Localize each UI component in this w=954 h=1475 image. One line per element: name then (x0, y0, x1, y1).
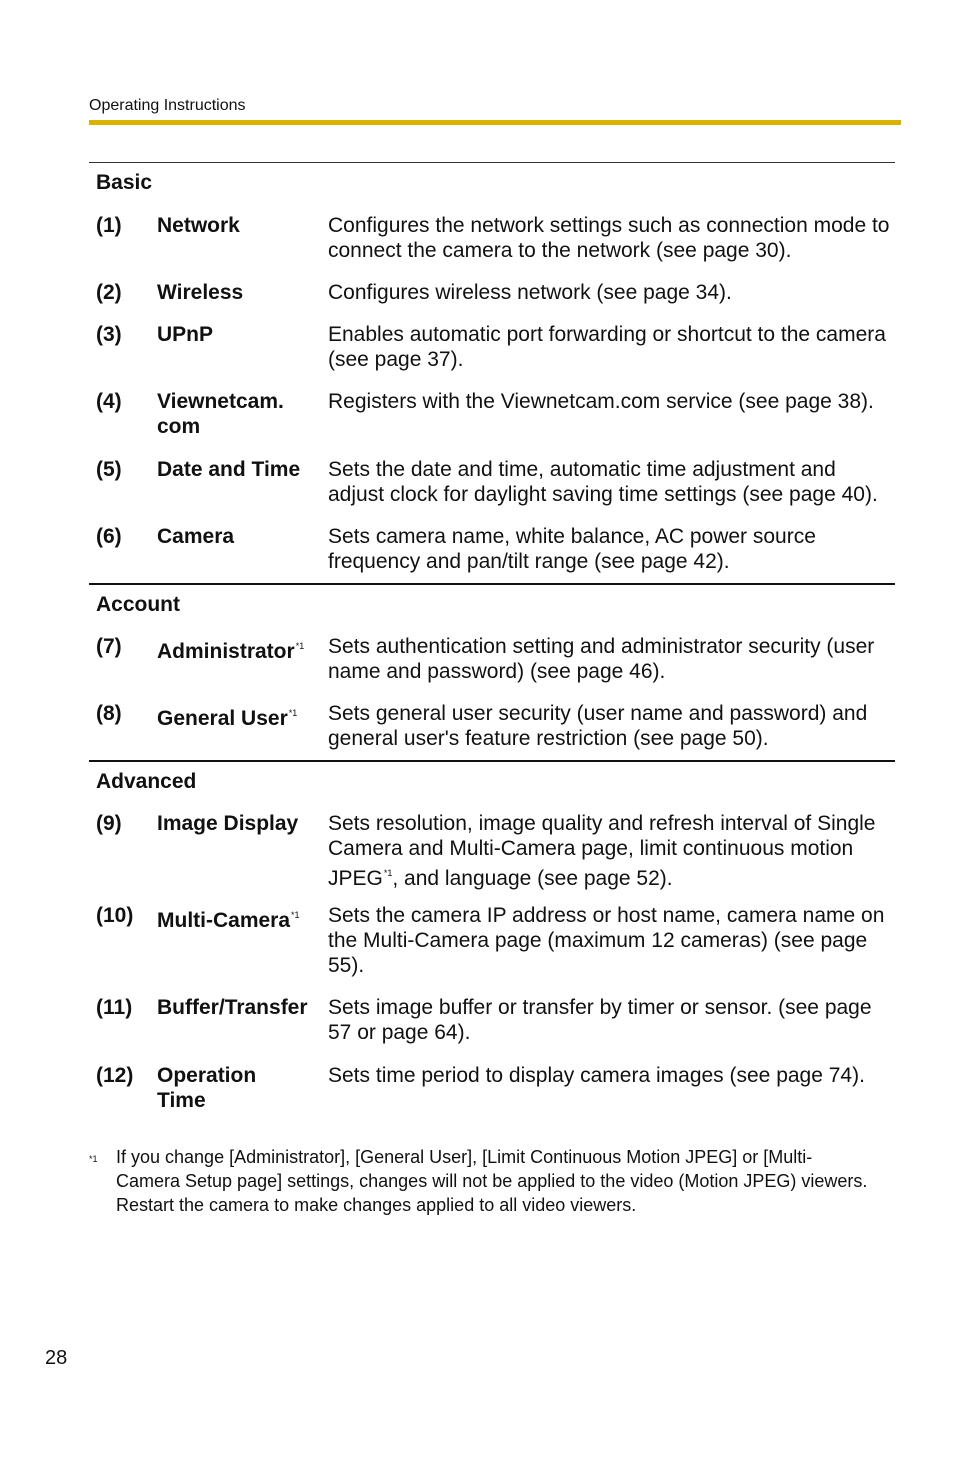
row-description: Sets image buffer or transfer by timer or sensor. (see page 57 or page 64). (328, 996, 872, 1044)
running-header: Operating Instructions (89, 97, 246, 114)
row-description: Registers with the Viewnetcam.com service (see page 38). (328, 390, 874, 413)
row-description: Sets general user security (user name and password) and general user's feature restriction (see page 50). (328, 702, 868, 750)
section-rule (89, 760, 895, 762)
row-description: Configures wireless network (see page 34). (328, 281, 732, 304)
row-name: Network (157, 214, 240, 237)
row-number: (12) (96, 1064, 134, 1087)
row-number: (2) (96, 281, 122, 304)
table-top-rule (89, 162, 895, 163)
row-number: (8) (96, 702, 122, 725)
row-number: (10) (96, 904, 134, 927)
row-description: Sets the camera IP address or host name, camera name on the Multi-Camera page (maximum 12 cameras) (see page 55). (328, 904, 885, 977)
section-rule (89, 583, 895, 585)
row-name: Buffer/Transfer (157, 996, 308, 1019)
row-number: (9) (96, 812, 122, 835)
row-description: Sets time period to display camera images (see page 74). (328, 1064, 865, 1087)
row-name: Wireless (157, 281, 244, 304)
row-number: (7) (96, 635, 122, 658)
footnote-ref: *1 (295, 641, 305, 651)
header-rule (89, 120, 901, 125)
page-number: 28 (45, 1347, 68, 1369)
row-description (328, 811, 893, 891)
row-number: (5) (96, 458, 122, 481)
row-name: Image Display (157, 812, 299, 835)
row-number: (6) (96, 525, 122, 548)
row-description: Sets authentication setting and administrator security (user name and password) (see page 46). (328, 635, 875, 683)
footnote-text: If you change [Administrator], [General User], [Limit Continuous Motion JPEG] or [Multi-Camera Setup page] settings, changes will not be applied to the video (Motion JPEG) viewers. Restart the camera to make changes applied to all video viewers. (116, 1147, 868, 1215)
row-name: UPnP (157, 323, 214, 346)
row-name: Operation Time (157, 1064, 257, 1112)
row-description: Sets the date and time, automatic time adjustment and adjust clock for daylight saving time settings (see page 40). (328, 458, 878, 506)
footnote-ref: *1 (291, 910, 300, 920)
row-description: Enables automatic port forwarding or shortcut to the camera (see page 37). (328, 323, 886, 371)
section-title: Basic (96, 171, 153, 194)
section-title: Account (96, 593, 180, 616)
row-number: (3) (96, 323, 122, 346)
row-description: Sets camera name, white balance, AC power source frequency and pan/tilt range (see page 42). (328, 525, 816, 573)
row-number: (4) (96, 390, 122, 413)
row-name (157, 701, 327, 731)
section-title: Advanced (96, 770, 197, 793)
row-name (157, 903, 327, 933)
row-name (157, 634, 327, 664)
footnote-mark: *1 (89, 1154, 98, 1164)
row-name-text: Multi-Camera (157, 909, 291, 932)
row-description: Configures the network settings such as connection mode to connect the camera to the network (see page 30). (328, 214, 890, 262)
row-name-text: Administrator (157, 640, 295, 663)
row-name-text: General User (157, 707, 288, 730)
row-name: Viewnetcam. com (157, 390, 284, 438)
row-number: (11) (96, 996, 133, 1019)
footnote-ref: *1 (288, 708, 298, 718)
row-description-text: Sets resolution, image quality and refresh interval of Single Camera and Multi-Camera page, limit continuous motion JPEG (328, 812, 876, 890)
row-description-text: , and language (see page 52). (392, 867, 673, 890)
row-name: Camera (157, 525, 235, 548)
row-number: (1) (96, 214, 122, 237)
footnote-ref: *1 (383, 868, 393, 878)
row-name: Date and Time (157, 458, 301, 481)
